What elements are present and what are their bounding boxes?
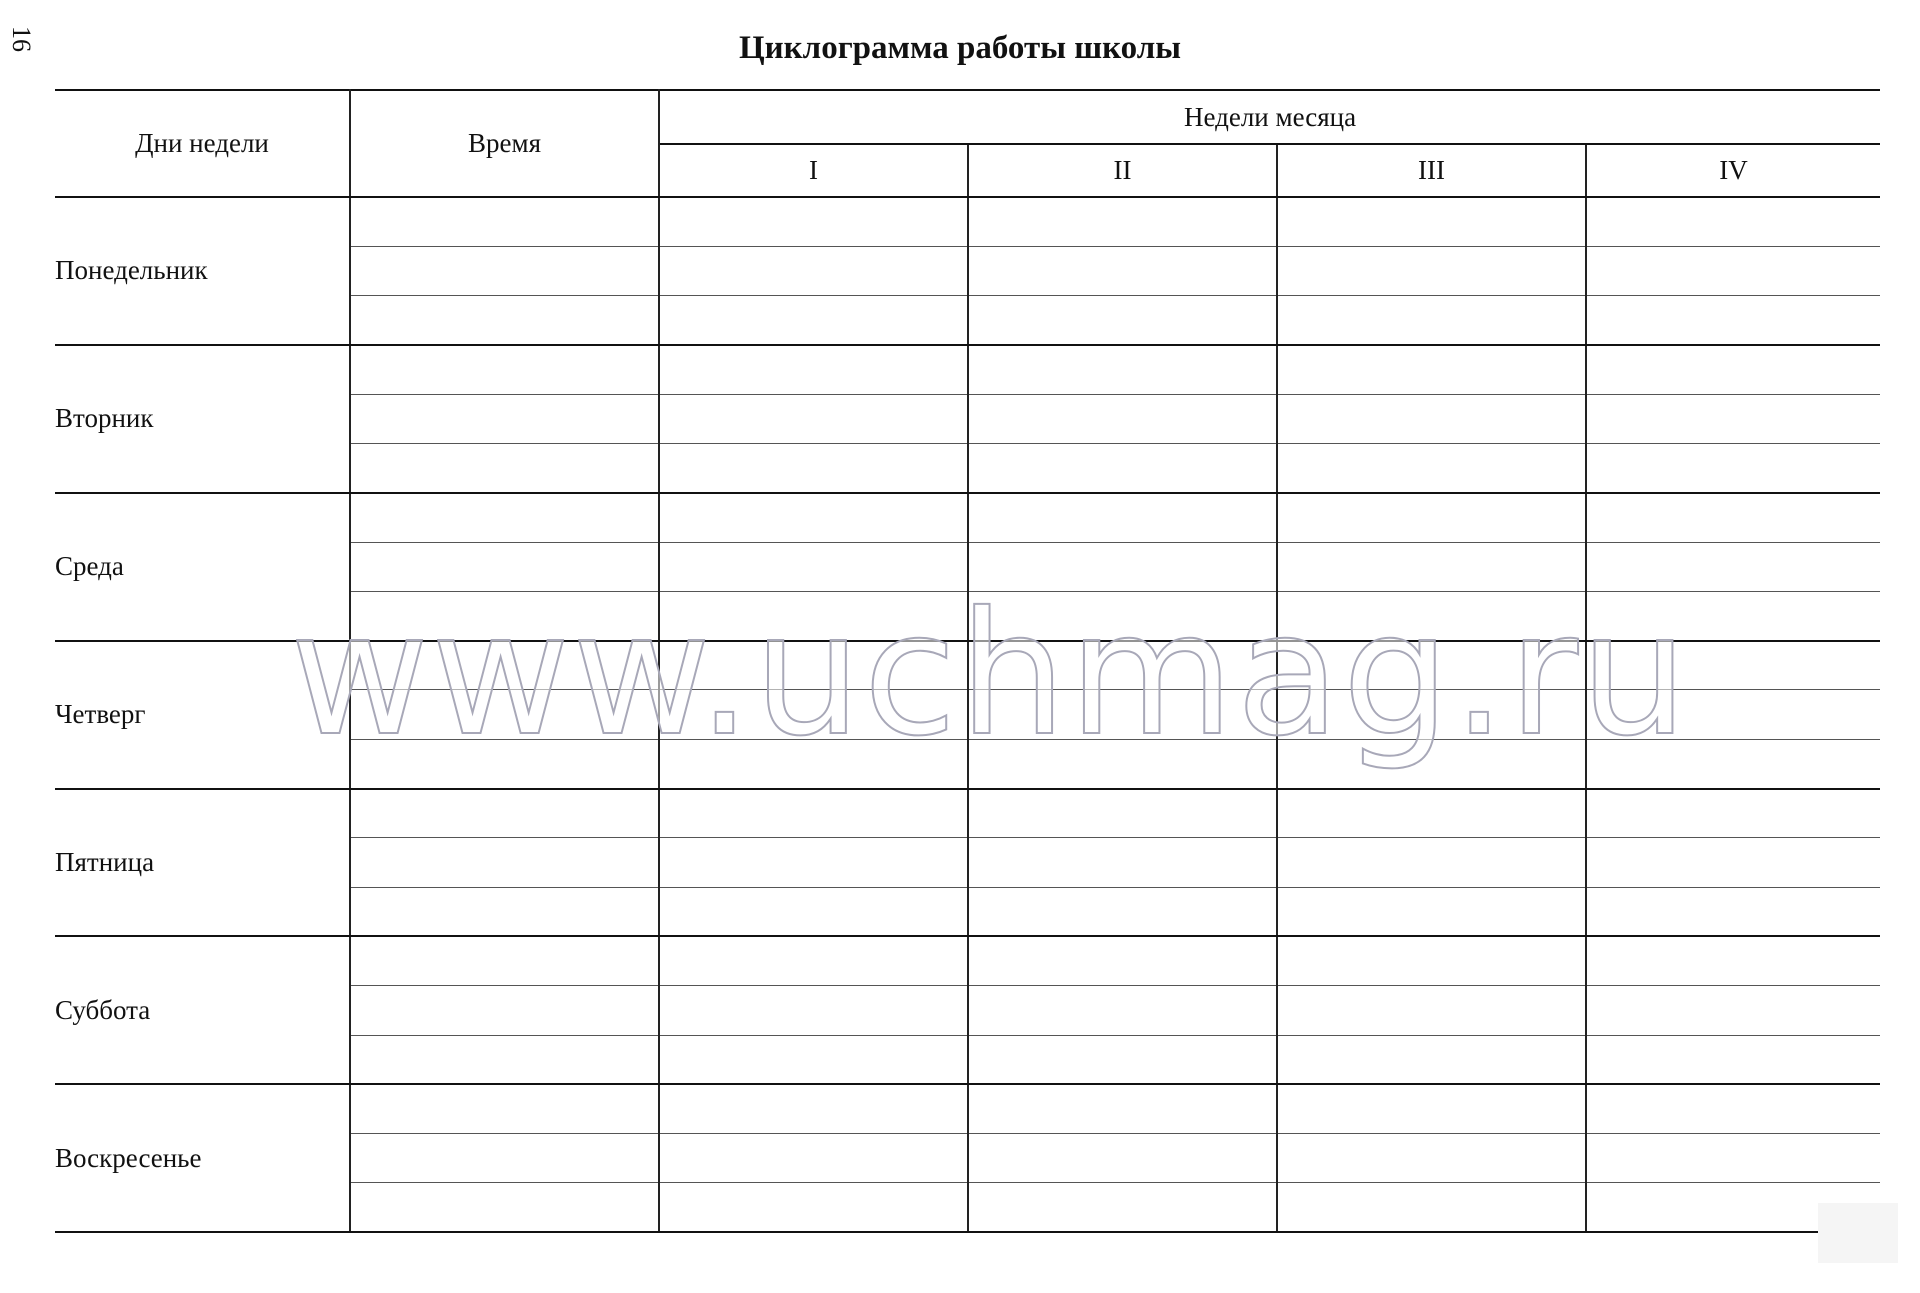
header-week-3: III [1277,144,1586,197]
week-1-cell [659,246,968,295]
week-4-cell [1586,394,1880,443]
time-cell [350,887,659,936]
week-1-cell [659,345,968,394]
time-cell [350,1035,659,1084]
table-row [55,641,1880,690]
week-2-cell [968,493,1277,542]
header-week-4: IV [1586,144,1880,197]
time-cell [350,394,659,443]
week-1-cell [659,591,968,640]
week-3-cell [1277,1183,1586,1232]
week-2-cell [968,197,1277,246]
week-1-cell [659,1183,968,1232]
day-label: Среда [55,493,350,641]
time-cell [350,936,659,985]
table-body [55,197,1880,1232]
time-cell [350,1183,659,1232]
time-cell [350,246,659,295]
time-cell [350,345,659,394]
week-1-cell [659,789,968,838]
week-4-cell [1586,789,1880,838]
day-label: Суббота [55,936,350,1084]
week-3-cell [1277,690,1586,739]
time-cell [350,443,659,492]
week-2-cell [968,1084,1277,1133]
header-time: Время [350,90,659,197]
week-1-cell [659,542,968,591]
day-label: Пятница [55,789,350,937]
document-title: Циклограмма работы школы [738,30,1182,66]
corner-shade [1818,1203,1898,1263]
table-row [55,1084,1880,1133]
header-week-2: II [968,144,1277,197]
week-4-cell [1586,443,1880,492]
week-3-cell [1277,1035,1586,1084]
week-1-cell [659,1134,968,1183]
day-label: Понедельник [55,197,350,345]
week-2-cell [968,789,1277,838]
week-2-cell [968,739,1277,788]
week-3-cell [1277,591,1586,640]
week-2-cell [968,443,1277,492]
time-cell [350,1084,659,1133]
week-4-cell [1586,246,1880,295]
week-1-cell [659,443,968,492]
week-3-cell [1277,542,1586,591]
week-1-cell [659,690,968,739]
week-2-cell [968,1134,1277,1183]
header-days: Дни недели [55,90,350,197]
week-4-cell [1586,641,1880,690]
week-1-cell [659,197,968,246]
week-1-cell [659,493,968,542]
week-2-cell [968,1183,1277,1232]
day-label: Воскресенье [55,1084,350,1232]
time-cell [350,739,659,788]
cyclogram-table-wrapper [55,89,1880,1233]
week-1-cell [659,838,968,887]
week-4-cell [1586,1035,1880,1084]
week-1-cell [659,986,968,1035]
week-4-cell [1586,887,1880,936]
day-label: Вторник [55,345,350,493]
table-row [55,936,1880,985]
week-3-cell [1277,838,1586,887]
week-4-cell [1586,936,1880,985]
time-cell [350,591,659,640]
week-3-cell [1277,246,1586,295]
week-2-cell [968,1035,1277,1084]
week-4-cell [1586,1084,1880,1133]
week-3-cell [1277,1134,1586,1183]
week-4-cell [1586,197,1880,246]
week-4-cell [1586,296,1880,345]
week-2-cell [968,296,1277,345]
time-cell [350,493,659,542]
week-1-cell [659,1084,968,1133]
table-row [55,197,1880,246]
week-4-cell [1586,838,1880,887]
table-row [55,789,1880,838]
week-3-cell [1277,936,1586,985]
week-3-cell [1277,493,1586,542]
week-1-cell [659,887,968,936]
watermark: www.uchmag.ru [290,576,1690,774]
day-label: Четверг [55,641,350,789]
week-2-cell [968,246,1277,295]
page-number: 16 [7,26,36,52]
time-cell [350,690,659,739]
time-cell [350,197,659,246]
week-1-cell [659,936,968,985]
time-cell [350,296,659,345]
week-3-cell [1277,345,1586,394]
week-1-cell [659,641,968,690]
week-3-cell [1277,394,1586,443]
week-2-cell [968,641,1277,690]
week-4-cell [1586,591,1880,640]
time-cell [350,986,659,1035]
time-cell [350,838,659,887]
week-4-cell [1586,542,1880,591]
week-4-cell [1586,739,1880,788]
week-3-cell [1277,1084,1586,1133]
week-3-cell [1277,887,1586,936]
week-4-cell [1586,690,1880,739]
week-1-cell [659,739,968,788]
week-3-cell [1277,986,1586,1035]
week-2-cell [968,986,1277,1035]
header-weeks: Недели месяца [659,90,1880,144]
header-week-1: I [659,144,968,197]
table-row [55,493,1880,542]
week-4-cell [1586,986,1880,1035]
week-2-cell [968,936,1277,985]
week-1-cell [659,296,968,345]
week-3-cell [1277,443,1586,492]
week-2-cell [968,690,1277,739]
cyclogram-table [55,89,1880,1233]
time-cell [350,1134,659,1183]
week-4-cell [1586,345,1880,394]
week-3-cell [1277,296,1586,345]
week-4-cell [1586,1134,1880,1183]
time-cell [350,789,659,838]
week-2-cell [968,542,1277,591]
time-cell [350,641,659,690]
week-2-cell [968,838,1277,887]
time-cell [350,542,659,591]
week-2-cell [968,394,1277,443]
week-3-cell [1277,641,1586,690]
week-2-cell [968,591,1277,640]
week-3-cell [1277,197,1586,246]
week-4-cell [1586,493,1880,542]
week-1-cell [659,394,968,443]
week-1-cell [659,1035,968,1084]
week-2-cell [968,887,1277,936]
week-2-cell [968,345,1277,394]
week-3-cell [1277,789,1586,838]
week-3-cell [1277,739,1586,788]
table-row [55,345,1880,394]
